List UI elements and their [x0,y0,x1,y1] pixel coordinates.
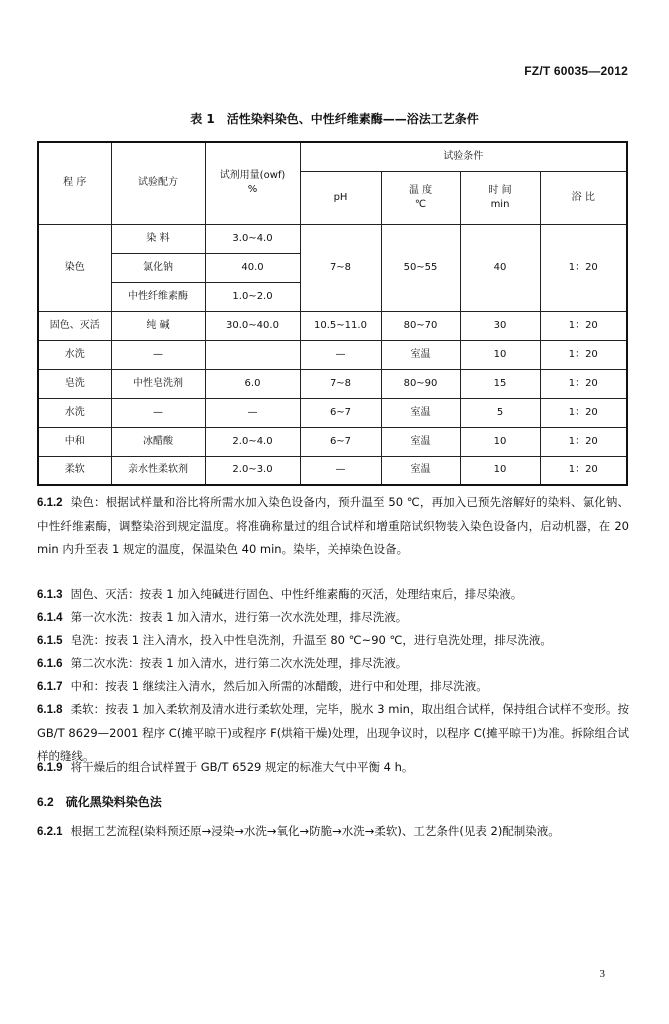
row-temp: 80~90 [381,369,460,398]
row-ph: — [300,456,381,485]
header-ratio: 浴 比 [540,171,627,224]
row-ph: — [300,340,381,369]
clause-number: 6.1.8 [37,704,63,716]
row-process: 柔软 [38,456,111,485]
row-time: 15 [460,369,540,398]
paragraph-6-2-1 [37,820,629,844]
page-number: 3 [599,968,605,980]
row-ratio: 1：20 [540,398,627,427]
row-ratio: 1：20 [540,340,627,369]
row-ph: 6~7 [300,398,381,427]
header-temp-line2: ℃ [414,198,427,210]
row-formula: — [111,398,205,427]
clause-number: 6.1.4 [37,612,63,624]
dyeing-ph: 7~8 [300,224,381,311]
clause-text: 中和：按表 1 继续注入清水，然后加入所需的冰醋酸，进行中和处理，排尽洗液。 [70,679,488,693]
header-dosage-line1: 试剂用量(owf) [219,170,286,182]
row-dosage: 2.0~3.0 [205,456,300,485]
table-row [38,456,627,485]
row-formula: 中性皂洗剂 [111,369,205,398]
row-temp: 室温 [381,427,460,456]
row-time: 5 [460,398,540,427]
row-formula: — [111,340,205,369]
clause-text: 根据工艺流程(染料预还原→浸染→水洗→氧化→防脆→水洗→柔软)、工艺条件(见表 2)配制染液。 [70,824,560,838]
header-formula: 试验配方 [111,142,205,224]
dyeing-dosage: 1.0~2.0 [205,282,300,311]
paragraph-6-1-5 [37,629,629,653]
row-formula: 亲水性柔软剂 [111,456,205,485]
clause-number: 6.1.6 [37,658,63,670]
row-temp: 室温 [381,340,460,369]
dyeing-temp: 50~55 [381,224,460,311]
row-dosage: 30.0~40.0 [205,311,300,340]
dyeing-dosage: 40.0 [205,253,300,282]
standard-code: FZ/T 60035—2012 [524,64,628,78]
header-temp [381,171,460,224]
row-ratio: 1：20 [540,311,627,340]
header-ph: pH [300,171,381,224]
clause-number: 6.1.2 [37,497,63,509]
header-conditions: 试验条件 [300,142,627,171]
row-dosage: — [205,398,300,427]
header-time-line2: min [490,198,510,210]
table-row [38,340,627,369]
dyeing-formula: 中性纤维素酶 [111,282,205,311]
paragraph-6-1-2 [37,491,629,561]
row-ratio: 1：20 [540,456,627,485]
row-ratio: 1：20 [540,369,627,398]
dyeing-dosage: 3.0~4.0 [205,224,300,253]
header-dosage-line2: % [247,184,258,196]
dyeing-time: 40 [460,224,540,311]
clause-number: 6.1.9 [37,762,63,774]
process-conditions-table [37,141,628,486]
header-time [460,171,540,224]
row-process: 中和 [38,427,111,456]
row-ph: 7~8 [300,369,381,398]
header-temp-line1: 温 度 [408,184,433,196]
section-title: 硫化黑染料染色法 [65,795,162,809]
header-time-line1: 时 间 [488,184,512,196]
row-process: 水洗 [38,398,111,427]
section-heading-6-2 [37,793,162,810]
table-title: 表 1 活性染料染色、中性纤维素酶——浴法工艺条件 [190,112,479,126]
paragraph-6-1-4 [37,606,629,630]
dyeing-formula: 氯化钠 [111,253,205,282]
row-temp: 室温 [381,456,460,485]
clause-number: 6.2.1 [37,826,63,838]
clause-number: 6.1.3 [37,589,63,601]
row-ph: 10.5~11.0 [300,311,381,340]
row-formula: 冰醋酸 [111,427,205,456]
row-time: 10 [460,456,540,485]
clause-number: 6.1.5 [37,635,63,647]
header-dosage [205,142,300,224]
row-time: 30 [460,311,540,340]
table-row [38,369,627,398]
table-row [38,311,627,340]
clause-text: 第一次水洗：按表 1 加入清水，进行第一次水洗处理，排尽洗液。 [70,610,408,624]
paragraph-6-1-9 [37,756,629,780]
table-row [38,398,627,427]
clause-text: 皂洗：按表 1 注入清水，投入中性皂洗剂，升温至 80 ℃~90 ℃，进行皂洗处理，排尽洗液。 [70,633,552,647]
clause-text: 第二次水洗：按表 1 加入清水，进行第二次水洗处理，排尽洗液。 [70,656,408,670]
row-formula: 纯 碱 [111,311,205,340]
header-process: 程 序 [38,142,111,224]
row-ratio: 1：20 [540,427,627,456]
clause-number: 6.1.7 [37,681,63,693]
section-number: 6.2 [37,795,54,809]
row-temp: 室温 [381,398,460,427]
row-time: 10 [460,427,540,456]
row-dosage: 2.0~4.0 [205,427,300,456]
dyeing-ratio: 1：20 [540,224,627,311]
dyeing-process: 染色 [38,224,111,311]
table-row [38,427,627,456]
clause-text: 染色：根据试样量和浴比将所需水加入染色设备内，预升温至 50 ℃，再加入已预先溶解好的染料、氯化钠、中性纤维素酶，调整染浴到规定温度。将准确称量过的组合试样和增重陪试织物装入染色设备内，启动机器，在 20 min 内升至表 1 规定的温度，保温染色 40 min。染毕，关掉染色设备。 [37,495,629,556]
row-dosage: 6.0 [205,369,300,398]
row-process: 皂洗 [38,369,111,398]
row-process: 水洗 [38,340,111,369]
clause-text: 将干燥后的组合试样置于 GB/T 6529 规定的标准大气中平衡 4 h。 [70,760,414,774]
paragraph-6-1-6 [37,652,629,676]
clause-text: 固色、灭活：按表 1 加入纯碱进行固色、中性纤维素酶的灭活，处理结束后，排尽染液。 [70,587,523,601]
dyeing-formula: 染 料 [111,224,205,253]
paragraph-6-1-3 [37,583,629,607]
row-time: 10 [460,340,540,369]
row-dosage [205,340,300,369]
row-temp: 80~70 [381,311,460,340]
clause-text: 柔软：按表 1 加入柔软剂及清水进行柔软处理，完毕，脱水 3 min，取出组合试样，保持组合试样不变形。按 GB/T 8629—2001 程序 C(摊平晾干)或程序 F(烘箱干燥)处理，出现争议时，以程序 C(摊平晾干)为准。拆除组合试样的缝线。 [37,702,629,763]
row-process: 固色、灭活 [38,311,111,340]
paragraph-6-1-7 [37,675,629,699]
row-ph: 6~7 [300,427,381,456]
